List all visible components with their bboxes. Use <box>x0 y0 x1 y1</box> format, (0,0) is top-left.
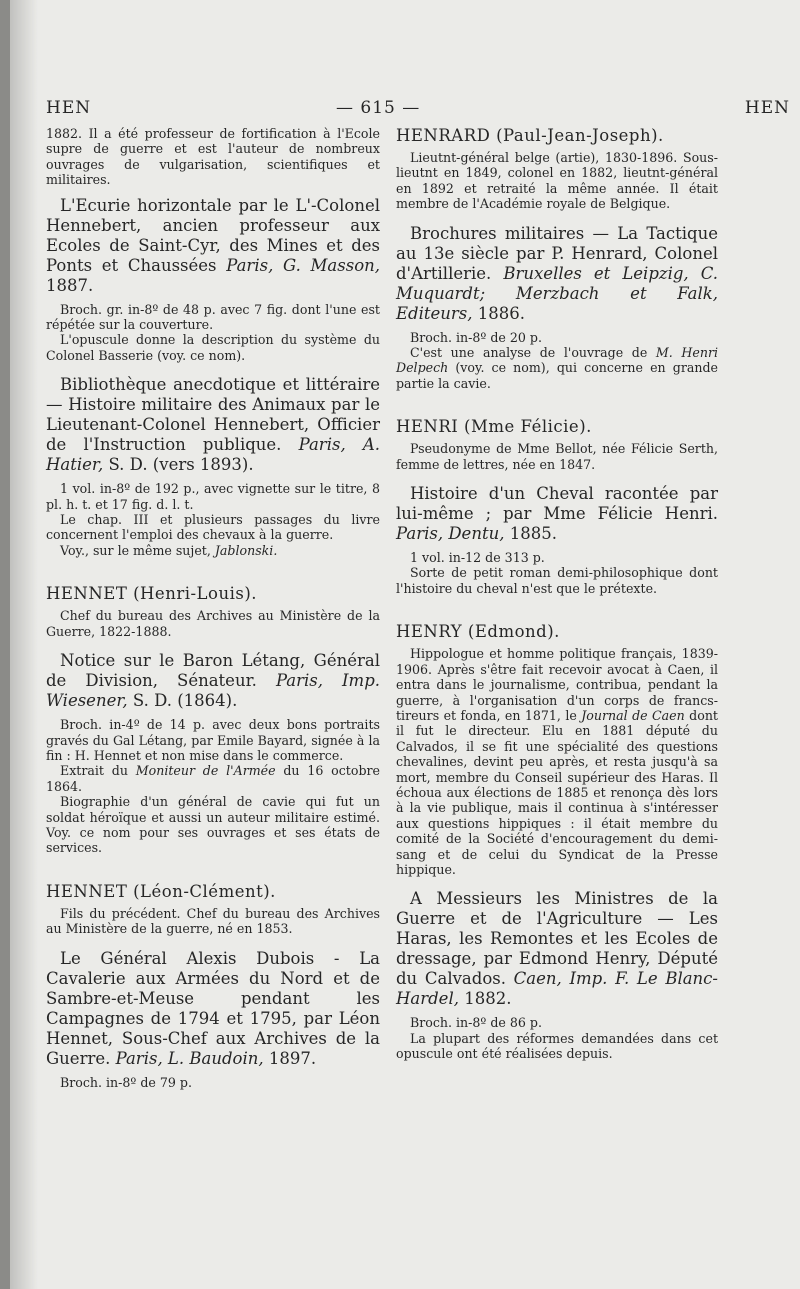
work-title: A Messieurs les Ministres de la Guerre et de l'Agriculture — Les Haras, les Remontes et les Ecoles de dressage, par Edmond Henry, Député du Calvados. Caen, Imp. F. Le Blanc-Hardel, 1882. <box>396 889 718 1009</box>
work-description: Broch. in-4º de 14 p. avec deux bons portraits gravés du Gal Létang, par Emile Bayard, signée à la fin : H. Hennet et non mise dans le commerce. <box>46 717 380 763</box>
author-bio: Hippologue et homme politique français, 1839-1906. Après s'être fait recevoir avocat à Caen, il entra dans le journalisme, contribua, pendant la guerre, à l'organisation d'un corps de francs-tireurs et fonda, en 1871, le Journal de Caen dont il fut le directeur. Elu en 1881 député du Calvados, il se fit une spécialité des questions chevalines, devint peu après, et resta jusqu'à sa mort, membre du Conseil supérieur des Haras. Il échoua aux élections de 1885 et renonça dès lors à la vie publique, mais il continua à s'intéresser aux questions hippiques : il était membre du comité de la Société d'encouragement du demi-sang et de celui du Syndicat de la Presse hippique. <box>396 646 718 877</box>
author-heading: HENRY (Edmond). <box>396 622 560 642</box>
work-title: L'Ecurie horizontale par le L'-Colonel Hennebert, ancien professeur aux Ecoles de Saint-Cyr, des Mines et des Ponts et Chaussées Paris, G. Masson, 1887. <box>46 195 381 295</box>
work-title: Notice sur le Baron Létang, Général de Division, Sénateur. Paris, Imp. Wiesener, S. D. (1864). <box>46 651 381 711</box>
entry-hennet-henri-louis <box>46 584 380 855</box>
author-heading: HENRI (Mme Félicie). <box>396 417 592 437</box>
author-bio: Chef du bureau des Archives au Ministère de la Guerre, 1822-1888. <box>46 608 380 639</box>
entry-hennet-leon-clement <box>46 882 380 1090</box>
work-description: Broch. gr. in-8º de 48 p. avec 7 fig. dont l'une est répétée sur la couverture. <box>46 301 380 333</box>
author-bio: Pseudonyme de Mme Bellot, née Félicie Serth, femme de lettres, née en 1847. <box>396 441 718 472</box>
work-title: Histoire d'un Cheval racontée par lui-même ; par Mme Félicie Henri. Paris, Dentu, 1885. <box>396 484 718 544</box>
work-title: Bibliothèque anecdotique et littéraire — Histoire militaire des Animaux par le Lieutenant-Colonel Hennebert, Officier de l'Instruction publique. Paris, A. Hatier, S. D. (vers 1893). <box>46 375 381 475</box>
see-also: Voy., sur le même sujet, Jablonski. <box>60 542 278 558</box>
work-description: 1 vol. in-8º de 192 p., avec vignette sur le titre, 8 pl. h. t. et 17 fig. d. l. t. <box>46 481 380 512</box>
work-title: Brochures militaires — La Tactique au 13e siècle par P. Henrard, Colonel d'Artillerie. Bruxelles et Leipzig, C. Muquardt; Merzbach et Falk, Editeurs, 1886. <box>396 223 718 323</box>
work-description: 1 vol. in-12 de 313 p. <box>410 550 545 566</box>
work-description: Broch. in-8º de 20 p. <box>410 329 542 345</box>
entry-henry-edmond <box>396 622 718 1061</box>
author-bio: Lieutnt-général belge (artie), 1830-1896. Sous-lieutnt en 1849, colonel en 1882, lieutnt-général en 1892 et retraité la même année. Il était membre de l'Académie royale de Belgique. <box>396 150 718 212</box>
author-heading: HENNET (Henri-Louis). <box>46 584 258 604</box>
work-note: C'est une analyse de l'ouvrage de M. Henri Delpech (voy. ce nom), qui concerne en grande partie la cavie. <box>396 345 718 391</box>
author-bio: Fils du précédent. Chef du bureau des Archives au Ministère de la guerre, né en 1853. <box>46 905 380 937</box>
work-note: La plupart des réformes demandées dans cet opuscule ont été réalisées depuis. <box>396 1030 718 1062</box>
right-column <box>396 126 718 1062</box>
work-description: Broch. in-8º de 86 p. <box>410 1015 542 1031</box>
work-note: Biographie d'un général de cavie qui fut un soldat héroïque et aussi un auteur militaire estimé. Voy. ce nom pour ses ouvrages et ses états de services. <box>46 794 380 856</box>
entry-bibliotheque-anecdotique <box>46 375 380 558</box>
running-head-left: HEN <box>46 98 92 118</box>
book-page <box>10 0 800 1289</box>
author-heading: HENNET (Léon-Clément). <box>46 881 276 901</box>
left-column <box>46 126 380 1090</box>
work-title: Le Général Alexis Dubois - La Cavalerie aux Armées du Nord et de Sambre-et-Meuse pendant les Campagnes de 1794 et 1795, par Léon Hennet, Sous-Chef aux Archives de la Guerre. Paris, L. Baudoin, 1897. <box>46 948 380 1068</box>
work-note: Sorte de petit roman demi-philosophique dont l'histoire du cheval n'est que le prétexte. <box>396 565 718 596</box>
work-note: L'opuscule donne la description du système du Colonel Basserie (voy. ce nom). <box>46 332 380 363</box>
hennebert-bio-continuation: 1882. Il a été professeur de fortification à l'Ecole supre de guerre et est l'auteur de nombreux ouvrages de vulgarisation, scientifiques et militaires. <box>46 126 380 188</box>
running-head-right: HEN <box>744 98 790 118</box>
entry-henri-felicie <box>396 417 718 596</box>
entry-ecurie-horizontale <box>46 196 380 364</box>
page-number: — 615 — <box>336 98 421 118</box>
entry-henrard <box>396 126 718 391</box>
author-heading: HENRARD (Paul-Jean-Joseph). <box>396 126 664 145</box>
running-head <box>46 98 790 122</box>
work-description: Broch. in-8º de 79 p. <box>60 1074 192 1090</box>
work-extract: Extrait du Moniteur de l'Armée du 16 octobre 1864. <box>46 763 380 794</box>
work-note: Le chap. III et plusieurs passages du livre concernent l'emploi des chevaux à la guerre. <box>46 512 380 543</box>
